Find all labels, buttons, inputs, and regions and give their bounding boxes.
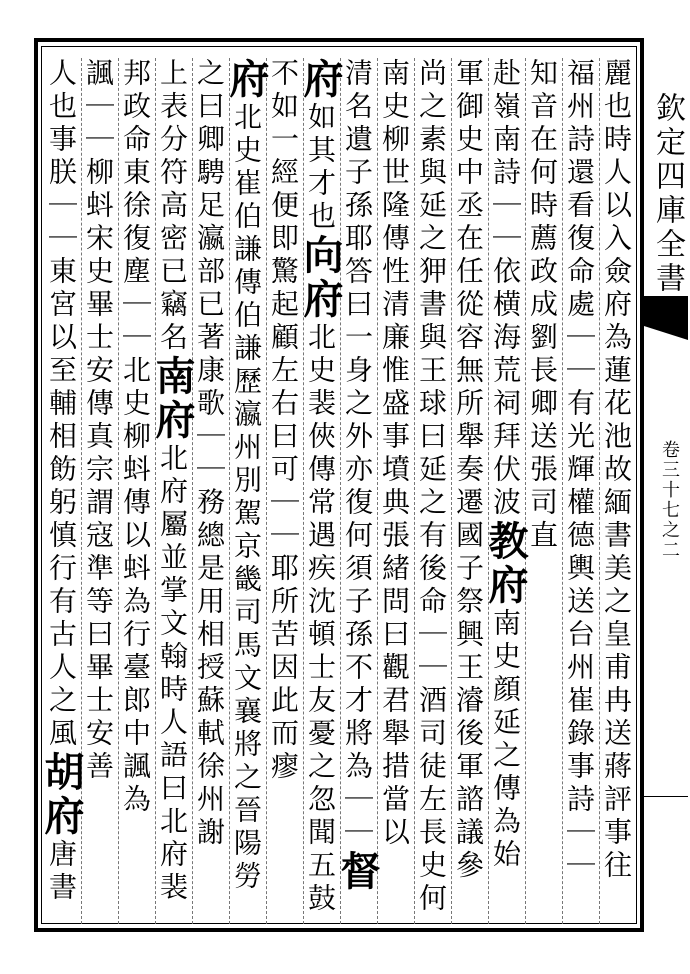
column-text: 麗也時人以入僉府為蓮花池故緬書美之皇甫冉送蔣評事往: [600, 58, 633, 883]
volume-label: 卷三十七之二: [659, 440, 680, 560]
column-text: 清名遺子孫耶答曰一身之外亦復何須子孫不才將為｜｜: [341, 58, 374, 850]
column-text: 北府屬並掌文翰時人語曰北府裴: [156, 443, 189, 905]
text-column: [266, 58, 303, 924]
heading-term: 胡府: [38, 751, 85, 839]
heading-term: 向府: [297, 234, 344, 322]
column-text: 之曰卿騁足瀛部已著康歌｜｜務總是用相授蘇軾徐州謝: [193, 58, 226, 850]
text-column: [334, 58, 381, 924]
text-column: [38, 58, 85, 924]
text-column: [297, 58, 344, 924]
heading-term: 督: [334, 850, 381, 894]
heading-term: 府: [223, 58, 270, 102]
fishtail-mark-tail: [644, 326, 688, 340]
heading-term: 府: [297, 58, 344, 102]
column-text: 人也事朕｜｜東宮以至輔相飭躬慎行有古人之風: [45, 58, 78, 751]
heading-term: 教府: [482, 520, 529, 608]
column-text: 邦政命東徐復塵｜｜: [119, 58, 152, 355]
column-text: 赴嶺南詩｜｜依横海荒祠拜伏波: [489, 58, 522, 520]
column-text: 福州詩還看復命處｜｜有光輝權德輿送台州崔錄事詩｜｜: [563, 58, 596, 883]
fishtail-mark: [644, 296, 688, 326]
column-text: 北史崔伯謙傳伯謙歷瀛州別駕京畿司馬文襄將之晉陽勞: [230, 102, 263, 894]
text-column: [599, 58, 636, 924]
text-column: [149, 58, 196, 924]
book-title: 欽定四庫全書: [650, 92, 685, 296]
text-column: [118, 58, 155, 924]
column-text: 軍御史中丞在任從容無所舉奏遷國子祭: [452, 58, 485, 619]
text-column: [414, 58, 451, 924]
text-column: [451, 58, 488, 924]
column-text: 北史柳蚪傳以蚪為行臺郎中諷為: [119, 355, 152, 817]
column-text: 如其才也: [304, 102, 337, 234]
text-column: [81, 58, 118, 924]
heading-term: 南府: [149, 355, 196, 443]
column-text: 唐書: [45, 839, 78, 905]
column-text: 南史柳世隆傳性清廉惟盛事墳典張緒問曰觀君舉措當以: [378, 58, 411, 850]
column-text: 不如一經: [267, 58, 300, 190]
column-text: 尚之素與延之狎書與王球曰延之有後命｜｜酒司徒左長史何: [415, 58, 448, 916]
text-column: [562, 58, 599, 924]
column-text: 興王濬後軍諮議參: [452, 619, 485, 883]
text-column: [377, 58, 414, 924]
column-text: 南史顔延之傳為始: [489, 608, 522, 872]
text-column: [223, 58, 270, 924]
margin-divider: [644, 796, 688, 797]
text-column: [482, 58, 529, 924]
column-text: 知音在何時薦政成劉長卿送張司直: [526, 58, 559, 553]
text-column: [525, 58, 562, 924]
column-text: 北史裴俠傳常遇疾沈頓士友憂之忽聞五鼓: [304, 322, 337, 916]
column-text: 便即驚起顧左右曰可｜｜耶所苦因此而瘳: [267, 190, 300, 784]
column-text: 上表分符高密已竊名: [156, 58, 189, 355]
column-text: 諷｜｜柳蚪宋史畢士安傳真宗謂寇準等曰畢士安善: [82, 58, 115, 784]
text-column: [192, 58, 229, 924]
